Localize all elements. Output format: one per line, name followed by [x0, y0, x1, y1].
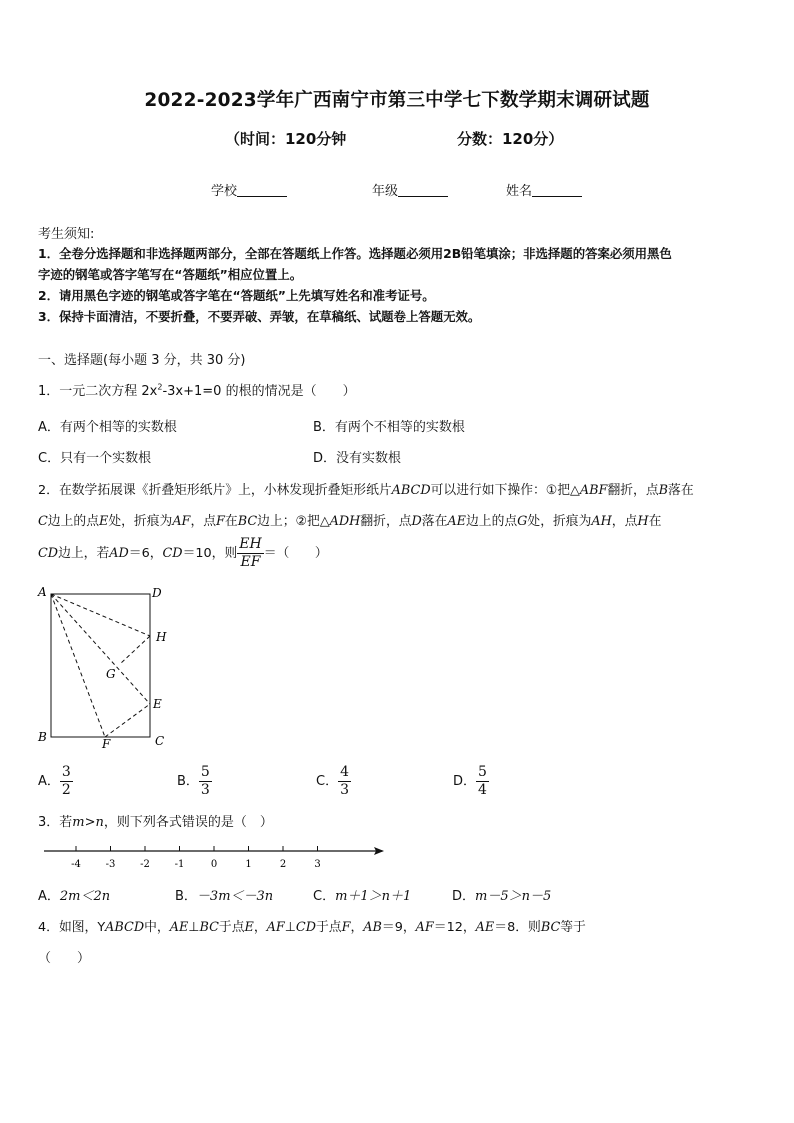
notice-item: 2．请用黑色字迹的钢笔或答字笔在“答题纸”上先填写姓名和准考证号。 [38, 288, 435, 303]
number-line-tick-label: 3 [314, 859, 321, 870]
ratio-fraction: $\frac{EH}{EF}$ [239, 536, 262, 570]
point-h-label: H [156, 630, 167, 644]
q3-option-b[interactable]: B．－3m＜－3n [175, 889, 274, 904]
point-g-label: G [106, 667, 116, 681]
notice-item: 1．全卷分选择题和非选择题两部分，全部在答题纸上作答。选择题必须用2B铅笔填涂；非选择题的答案必须用黑色 [38, 246, 672, 261]
grade-blank[interactable] [398, 183, 448, 197]
q1-option-c[interactable]: C．只有一个实数根 [38, 451, 152, 466]
number-line-tick-label: 0 [210, 859, 218, 870]
section-heading: 一、选择题(每小题 3 分，共 30 分) [38, 353, 246, 368]
question-2-line3: CD边上，若AD＝6，CD＝10，则 $\frac{EH}{EF}$ ＝（ ） [38, 536, 328, 570]
point-e-label: E [153, 697, 162, 711]
point-a-label: A [38, 585, 47, 599]
school-field[interactable] [211, 180, 287, 199]
number-line [40, 840, 390, 872]
q2-option-b[interactable]: B． $\frac{5}{3}$ [177, 764, 210, 798]
question-2-line1: 2．在数学拓展课《折叠矩形纸片》上，小林发现折叠矩形纸片ABCD可以进行如下操作：①把△ABF翻折，点B落在 [38, 483, 694, 498]
number-line-tick-label: -2 [140, 859, 150, 870]
number-line-tick-label: -1 [174, 859, 185, 870]
q1-option-a[interactable]: A．有两个相等的实数根 [38, 420, 177, 435]
page-title: 2022-2023学年广西南宁市第三中学七下数学期末调研试题 [144, 90, 650, 111]
q2-option-c[interactable]: C． $\frac{4}{3}$ [316, 764, 349, 798]
q2-option-d[interactable]: D． $\frac{5}{4}$ [453, 764, 487, 798]
grade-field[interactable] [372, 180, 448, 199]
question-4-stem: 4．如图，YABCD中，AE⊥BC于点E，AF⊥CD于点F，AB＝9，AF＝12，AE＝8．则BC等于 [38, 920, 586, 935]
number-line-tick-label: -4 [71, 859, 81, 870]
q2-option-a[interactable]: A． $\frac{3}{2}$ [38, 764, 71, 798]
question-1-stem: 1．一元二次方程 $2x^2-3x+1=0$ 的根的情况是（ ） [38, 382, 356, 399]
notice-item: 字迹的钢笔或答字笔写在“答题纸”相应位置上。 [38, 267, 303, 282]
school-blank[interactable] [237, 183, 287, 197]
point-b-label: B [38, 730, 47, 744]
name-label: 姓名 [506, 184, 533, 199]
q1-option-d[interactable]: D．没有实数根 [313, 451, 402, 466]
q3-option-a[interactable]: A．2m＜2n [38, 889, 111, 904]
q3-option-c[interactable]: C．m＋1＞n＋1 [313, 889, 412, 904]
number-line-tick-label: -3 [105, 859, 116, 870]
name-blank[interactable] [532, 183, 582, 197]
q3-option-d[interactable]: D．m－5＞n－5 [452, 889, 552, 904]
point-f-label: F [102, 737, 111, 751]
rectangle-fold-figure [32, 580, 182, 752]
time-info: （时间：120分钟 [225, 130, 347, 148]
question-3-stem: 3．若m>n，则下列各式错误的是（ ） [38, 815, 273, 830]
score-info: 分数：120分） [457, 130, 564, 148]
notice-item: 3．保持卡面清洁，不要折叠，不要弄破、弄皱，在草稿纸、试题卷上答题无效。 [38, 309, 481, 324]
point-c-label: C [155, 734, 165, 748]
number-line-tick-label: 1 [245, 859, 252, 870]
q1-option-b[interactable]: B．有两个不相等的实数根 [313, 420, 465, 435]
school-label: 学校 [211, 184, 238, 199]
point-d-label: D [152, 586, 162, 600]
number-line-tick-label: 2 [279, 859, 287, 870]
question-2-line2: C边上的点E处，折痕为AF，点F在BC边上；②把△ADH翻折，点D落在AE边上的点G处，折痕为AH，点H在 [38, 514, 662, 529]
name-field[interactable] [506, 180, 582, 199]
question-4-answer-paren: （ ） [38, 951, 91, 966]
grade-label: 年级 [372, 184, 399, 199]
notice-title: 考生须知: [38, 227, 95, 242]
